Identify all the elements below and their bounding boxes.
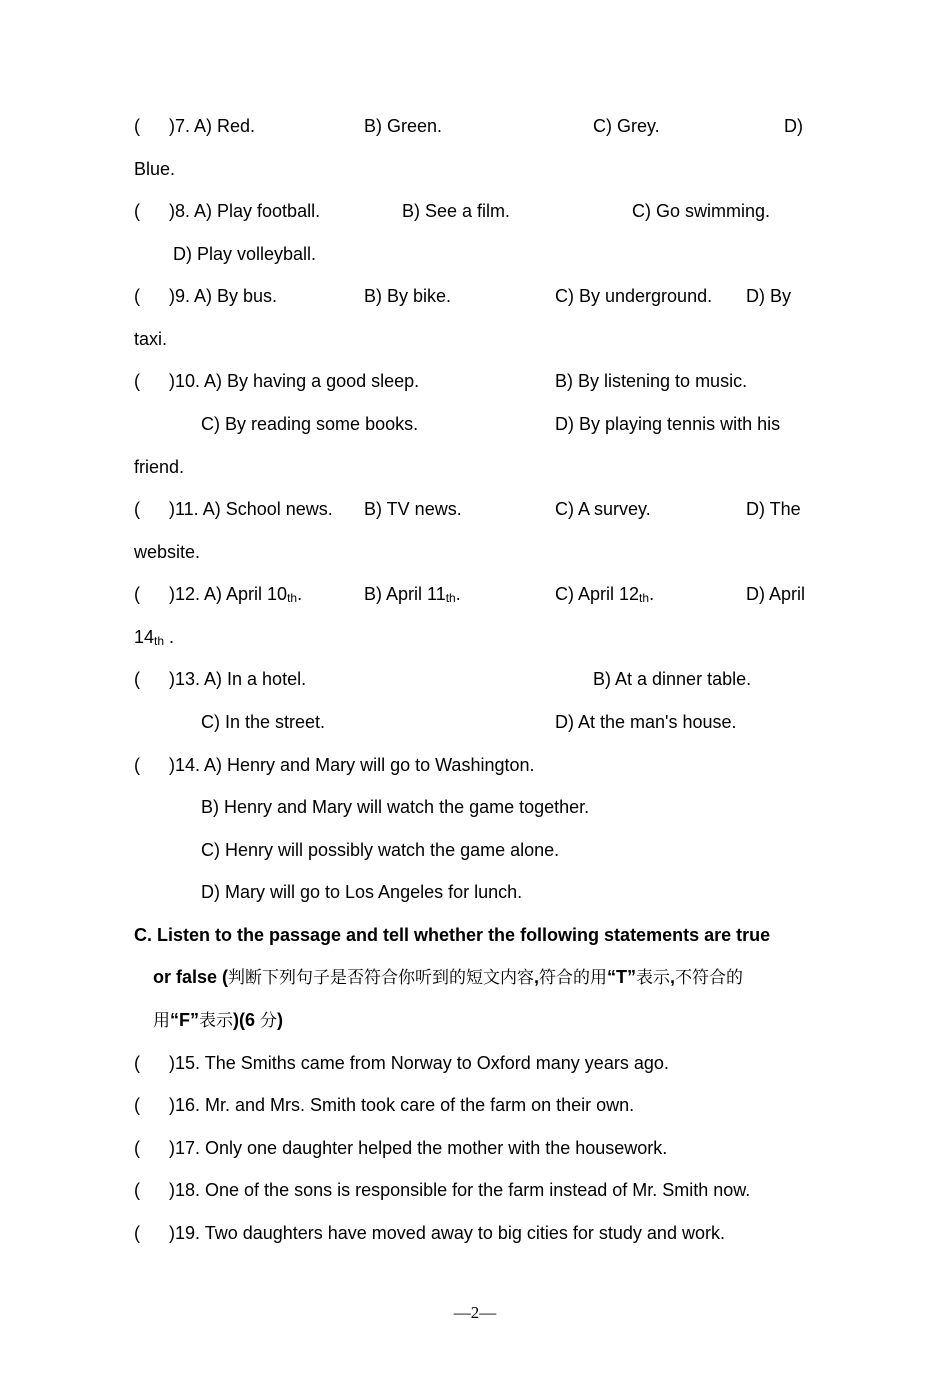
section-c-instructions — [153, 966, 743, 989]
q8-option-c: C) Go swimming. — [632, 201, 771, 221]
q10-option-a: )10. A) By having a good sleep. — [169, 371, 420, 391]
instr-cjk: 符合的用 — [539, 968, 608, 988]
page-number: —2— — [453, 1303, 497, 1322]
q11-option-d-cont: website. — [134, 542, 201, 562]
instr-close: ) — [277, 1010, 283, 1030]
q13-option-b: B) At a dinner table. — [593, 669, 752, 689]
q14-option-b: B) Henry and Mary will watch the game together. — [201, 797, 590, 817]
instr-comma: , — [670, 967, 676, 987]
q12-option-d-cont — [134, 626, 174, 648]
q15-statement: )15. The Smiths came from Norway to Oxford many years ago. — [169, 1053, 669, 1073]
instr-text: or false ( — [153, 967, 229, 987]
section-c-instructions-cont — [153, 1009, 283, 1032]
q12-option-a — [169, 583, 302, 605]
q9-option-d: D) By — [746, 286, 791, 306]
period: . — [455, 584, 461, 604]
q9-option-c: C) By underground. — [555, 286, 713, 306]
period: . — [649, 584, 655, 604]
answer-paren: ( — [134, 371, 140, 391]
q12-option-d: D) April — [746, 584, 806, 604]
q7-option-b: B) Green. — [364, 116, 443, 136]
q11-option-d: D) The — [746, 499, 801, 519]
instr-cjk: 分 — [260, 1011, 277, 1031]
q9-option-a: )9. A) By bus. — [169, 286, 278, 306]
answer-paren: ( — [134, 1095, 140, 1115]
instr-score: )(6 — [233, 1010, 260, 1030]
q13-option-d: D) At the man's house. — [555, 712, 737, 732]
answer-paren: ( — [134, 286, 140, 306]
ordinal-suffix: th — [639, 591, 650, 605]
q8-option-d: D) Play volleyball. — [173, 244, 317, 264]
answer-paren: ( — [134, 755, 140, 775]
section-c-heading: C. Listen to the passage and tell whether the following statements are true — [134, 925, 771, 945]
q19-statement: )19. Two daughters have moved away to big cities for study and work. — [169, 1223, 725, 1243]
answer-paren: ( — [134, 499, 140, 519]
period: . — [164, 627, 175, 647]
instr-f-mark: “F” — [170, 1010, 199, 1030]
ordinal-suffix: th — [287, 591, 298, 605]
q13-option-c: C) In the street. — [201, 712, 326, 732]
q12-option-d-text: 14 — [134, 627, 155, 647]
q7-option-d-cont: Blue. — [134, 159, 176, 179]
instr-cjk: 判断下列句子是否符合你听到的短文内容 — [228, 968, 535, 988]
answer-paren: ( — [134, 1180, 140, 1200]
q10-option-d-cont: friend. — [134, 457, 185, 477]
answer-paren: ( — [134, 116, 140, 136]
q9-option-d-cont: taxi. — [134, 329, 168, 349]
instr-cjk: 不符合的 — [675, 968, 744, 988]
q7-option-a: )7. A) Red. — [169, 116, 256, 136]
q12-option-c — [555, 583, 654, 605]
ordinal-suffix: th — [154, 634, 165, 648]
ordinal-suffix: th — [445, 591, 456, 605]
q13-option-a: )13. A) In a hotel. — [169, 669, 307, 689]
q11-option-a: )11. A) School news. — [169, 499, 333, 519]
q14-option-d: D) Mary will go to Los Angeles for lunch. — [201, 882, 523, 902]
answer-paren: ( — [134, 1223, 140, 1243]
q12-option-b-text: B) April 11 — [364, 584, 446, 604]
q7-option-d: D) — [784, 116, 803, 136]
q8-option-a: )8. A) Play football. — [169, 201, 321, 221]
q17-statement: )17. Only one daughter helped the mother with the housework. — [169, 1138, 668, 1158]
period: . — [297, 584, 303, 604]
q9-option-b: B) By bike. — [364, 286, 452, 306]
instr-cjk: 用 — [153, 1011, 170, 1031]
q7-option-c: C) Grey. — [593, 116, 660, 136]
instr-t-mark: “T” — [607, 967, 637, 987]
q14-option-c: C) Henry will possibly watch the game alone. — [201, 840, 560, 860]
q11-option-c: C) A survey. — [555, 499, 651, 519]
q14-option-a: )14. A) Henry and Mary will go to Washington. — [169, 755, 535, 775]
q10-option-b: B) By listening to music. — [555, 371, 748, 391]
answer-paren: ( — [134, 201, 140, 221]
q16-statement: )16. Mr. and Mrs. Smith took care of the farm on their own. — [169, 1095, 635, 1115]
q12-option-c-text: C) April 12 — [555, 584, 640, 604]
q12-option-b — [364, 583, 461, 605]
answer-paren: ( — [134, 669, 140, 689]
q10-option-c: C) By reading some books. — [201, 414, 419, 434]
q18-statement: )18. One of the sons is responsible for the farm instead of Mr. Smith now. — [169, 1180, 751, 1200]
answer-paren: ( — [134, 584, 140, 604]
answer-paren: ( — [134, 1138, 140, 1158]
q10-option-d: D) By playing tennis with his — [555, 414, 781, 434]
instr-cjk: 表示 — [199, 1011, 233, 1031]
q12-option-a-text: )12. A) April 10 — [169, 584, 288, 604]
instr-cjk: 表示 — [636, 968, 671, 988]
instr-comma: , — [534, 967, 540, 987]
answer-paren: ( — [134, 1053, 140, 1073]
q8-option-b: B) See a film. — [402, 201, 511, 221]
q11-option-b: B) TV news. — [364, 499, 462, 519]
